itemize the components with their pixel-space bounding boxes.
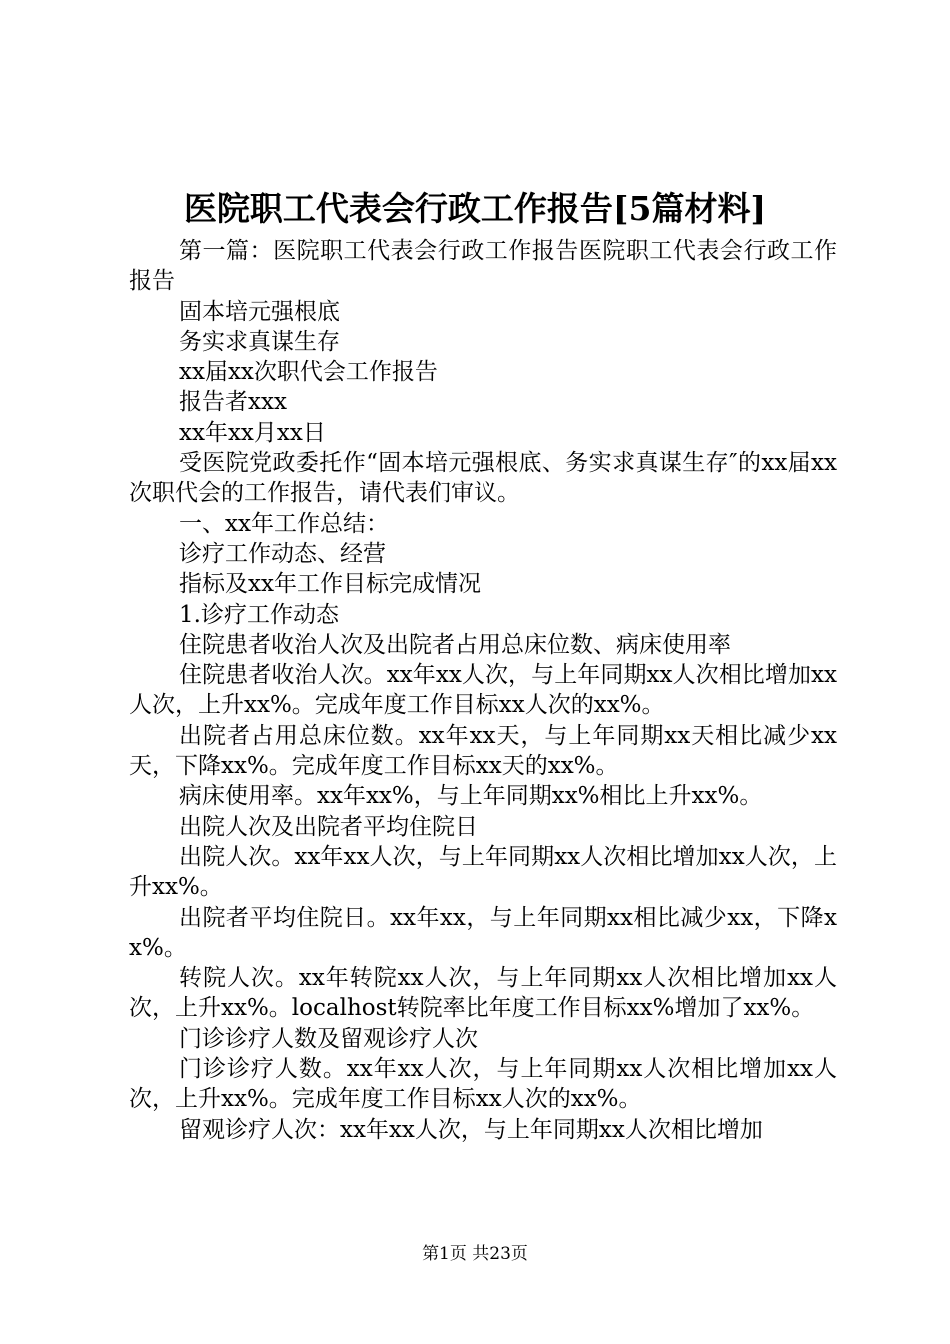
document-body	[129, 236, 837, 1145]
paragraph: 出院人次及出院者平均住院日	[179, 813, 478, 840]
page-footer: 第1页 共23页	[422, 1244, 528, 1264]
paragraph: 留观诊疗人次：xx年xx人次，与上年同期xx人次相比增加	[179, 1116, 763, 1143]
paragraph: xx届xx次职代会工作报告	[179, 359, 438, 386]
paragraph: 受医院党政委托作“固本培元强根底、务实求真谋生存″的xx届xx次职代会的工作报告，请代表们审议。	[129, 450, 837, 507]
paragraph: 出院者平均住院日。xx年xx，与上年同期xx相比减少xx，下降xx%。	[129, 904, 837, 961]
paragraph: 指标及xx年工作目标完成情况	[179, 571, 481, 598]
paragraph: xx年xx月xx日	[179, 419, 326, 446]
paragraph: 诊疗工作动态、经营	[179, 540, 386, 567]
paragraph: 出院人次。xx年xx人次，与上年同期xx人次相比增加xx人次，上升xx%。	[129, 843, 837, 901]
paragraph: 固本培元强根底	[179, 298, 340, 325]
paragraph: 出院者占用总床位数。xx年xx天，与上年同期xx天相比减少xx天，下降xx%。完成年度工作目标xx天的xx%。	[129, 722, 837, 780]
paragraph: 门诊诊疗人数。xx年xx人次，与上年同期xx人次相比增加xx人次，上升xx%。完成年度工作目标xx人次的xx%。	[129, 1056, 837, 1113]
paragraph: 务实求真谋生存	[179, 328, 340, 355]
paragraph: 报告者xxx	[179, 389, 287, 416]
paragraph: 住院患者收治人次。xx年xx人次，与上年同期xx人次相比增加xx人次，上升xx%。完成年度工作目标xx人次的xx%。	[129, 662, 837, 719]
paragraph: 转院人次。xx年转院xx人次，与上年同期xx人次相比增加xx人次，上升xx%。localhost转院率比年度工作目标xx%增加了xx%。	[129, 965, 837, 1022]
paragraph: 一、xx年工作总结：	[179, 510, 389, 537]
paragraph: 第一篇：医院职工代表会行政工作报告医院职工代表会行政工作报告	[129, 238, 837, 295]
document-title: 医院职工代表会行政工作报告[5篇材料]	[183, 189, 767, 228]
paragraph: 1.诊疗工作动态	[179, 601, 339, 628]
paragraph: 病床使用率。xx年xx%，与上年同期xx%相比上升xx%。	[179, 783, 763, 810]
paragraph: 门诊诊疗人数及留观诊疗人次	[179, 1025, 478, 1052]
paragraph: 住院患者收治人次及出院者占用总床位数、病床使用率	[179, 631, 731, 658]
